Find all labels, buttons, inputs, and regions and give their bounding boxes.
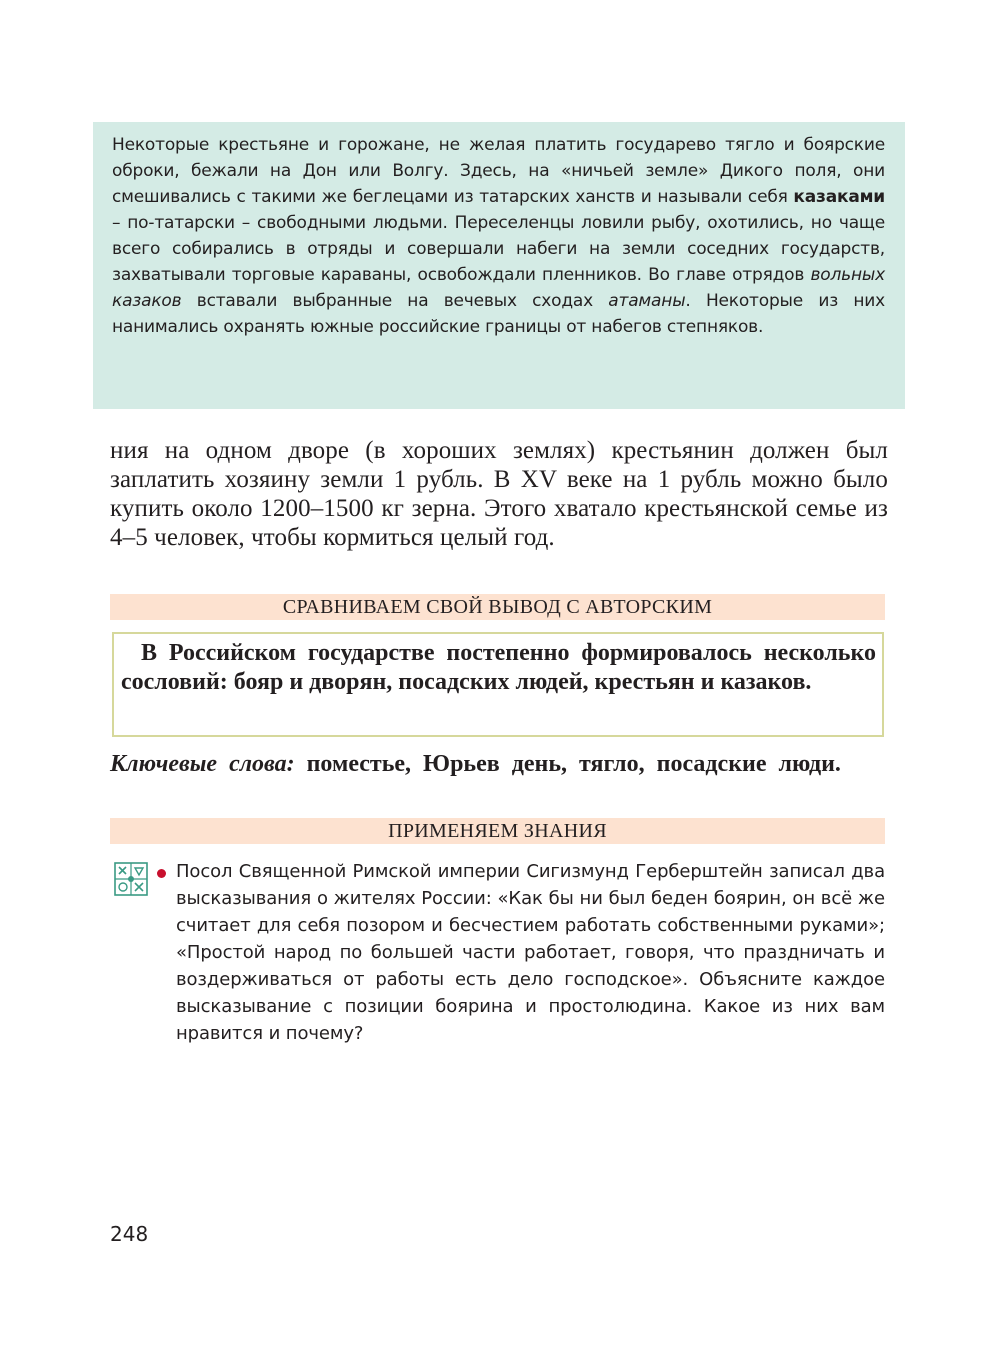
task-text: Посол Священной Римской империи Сигизмунд Герберштейн записал два высказывания о жителях России: «Как бы ни был беден боярин, он всё же считает для себя позором и бесчестием работать собственными руками»; «Простой народ по большей части работает, говоря, что праздничать и воздерживаться от работы есть дело господское». Объясните каждое высказывание с позиции боярина и простолюдина. Какое из них вам нравится и почему? <box>176 861 885 1044</box>
atamans-term: атаманы <box>608 291 686 311</box>
puzzle-task-icon <box>114 862 148 896</box>
keywords <box>110 750 886 779</box>
apply-heading: ПРИМЕНЯЕМ ЗНАНИЯ <box>110 818 885 844</box>
keywords-terms: поместье, Юрьев день, тягло, посадские люди. <box>306 751 841 777</box>
keywords-label: Ключевые слова: <box>110 751 295 777</box>
free-cossacks-term: вольных казаков <box>112 265 885 311</box>
bullet-marker <box>157 869 166 878</box>
cossacks-info-box <box>93 122 905 409</box>
page-number: 248 <box>110 1222 149 1246</box>
cossacks-term: казаками <box>793 187 885 207</box>
cossacks-paragraph: Некоторые крестьяне и горожане, не желая платить государево тягло и боярские оброки, бежали на Дон или Волгу. Здесь, на «ничьей земле» Дикого поля, они смешивались с такими же беглецами из татарских ханств и называли себя казаками – по-татарски – свободными людьми. Переселенцы ловили рыбу, охотились, но чаще всего собирались в отряды и совершали набеги на земли соседних государств, захватывали торговые караваны, освобождали пленников. Во главе отрядов вольных казаков вставали выбранные на вечевых сходах атаманы. Некоторые из них нанимались охранять южные российские границы от набегов степняков. <box>112 135 885 337</box>
main-paragraph: ния на одном дворе (в хороших землях) крестьянин должен был заплатить хозяину земли 1 рубль. В XV веке на 1 рубль можно было купить около 1200–1500 кг зерна. Этого хватало крестьянской семье из 4–5 человек, чтобы кормиться целый год. <box>110 437 888 551</box>
compare-heading: СРАВНИВАЕМ СВОЙ ВЫВОД С АВТОРСКИМ <box>110 594 885 620</box>
conclusion-text: В Российском государстве постепенно формировалось несколько сословий: бояр и дворян, посадских людей, крестьян и казаков. <box>121 640 876 695</box>
author-conclusion-box <box>112 632 884 737</box>
